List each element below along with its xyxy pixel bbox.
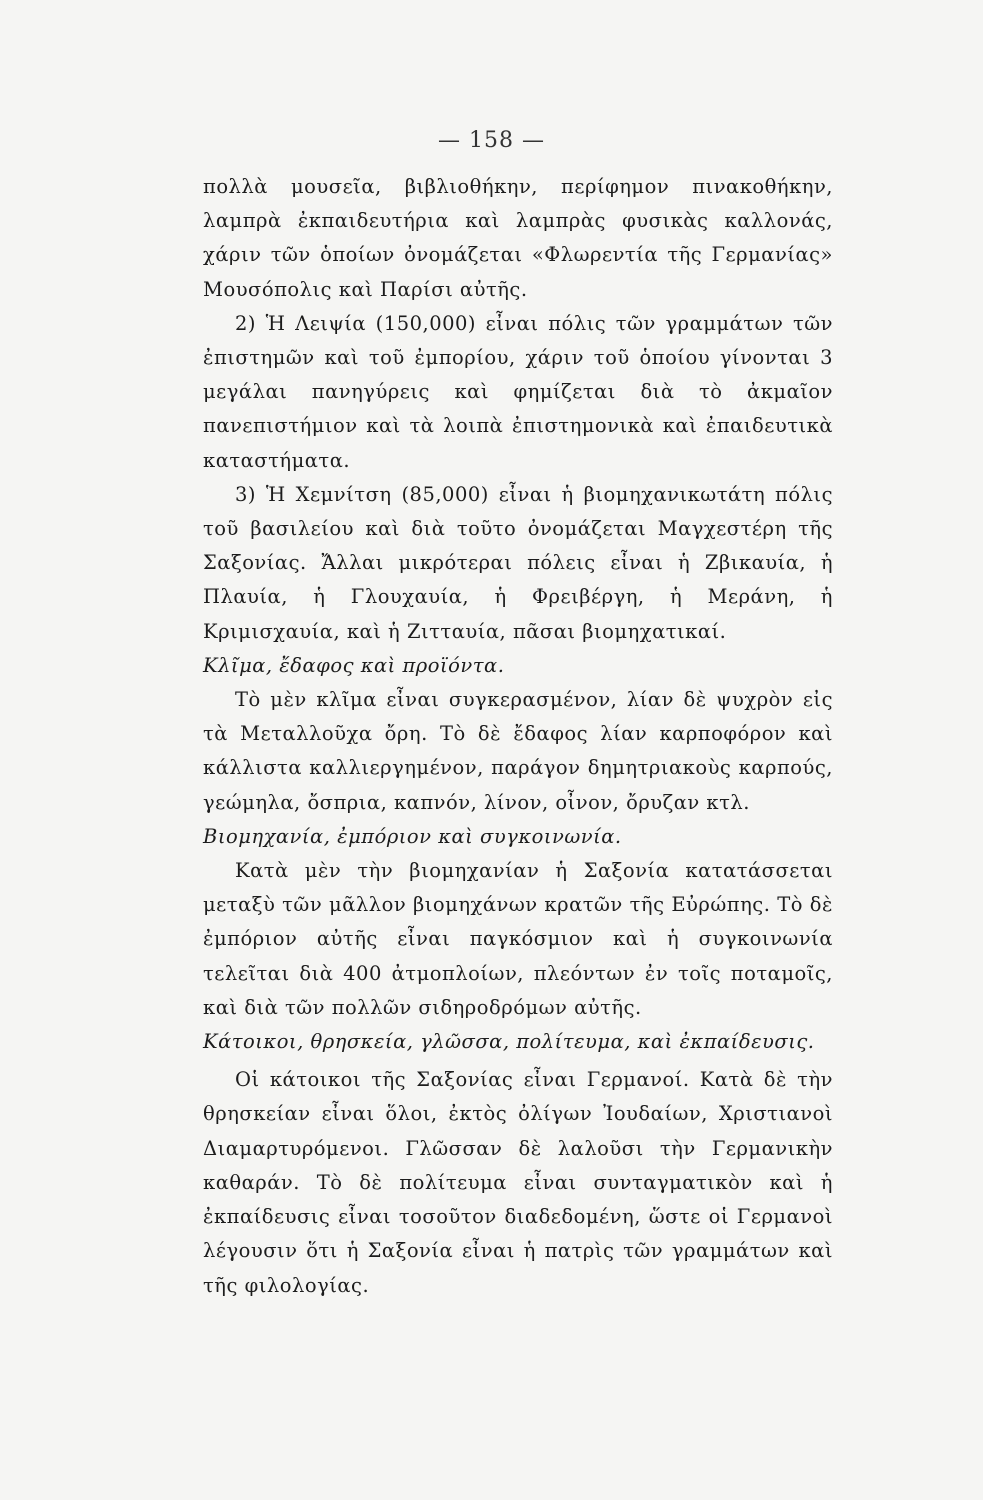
body-text [203,170,833,1303]
paragraph-leipzig: 2) Ἡ Λειψία (150,000) εἶναι πόλις τῶν γραμμάτων τῶν ἐπιστημῶν καὶ τοῦ ἐμπορίου, χάριν τοῦ ὁποίου γίνονται 3 μεγάλαι πανηγύρεις καὶ φημίζεται διὰ τὸ ἀκμαῖον πανεπιστήμιον καὶ τὰ λοιπὰ ἐπιστημονικὰ καὶ ἐπαιδευτικὰ καταστήματα. [203,311,833,472]
page-number: — 158 — [438,128,545,153]
paragraph-museums: πολλὰ μουσεῖα, βιβλιοθήκην, περίφημον πινακοθήκην, λαμπρὰ ἐκπαιδευτήρια καὶ λαμπρὰς φυσικὰς καλλονάς, χάριν τῶν ὁποίων ὀνομάζεται «Φλωρεντία τῆς Γερμανίας» Μουσόπολις καὶ Παρίσι αὐτῆς. [203,175,833,301]
heading-inhabitants: Κάτοικοι, θρησκεία, γλῶσσα, πολίτευμα, καὶ ἐκπαίδευσις. [203,1030,815,1054]
paragraph-climate: Τὸ μὲν κλῖμα εἶναι συγκερασμένον, λίαν δὲ ψυχρὸν εἰς τὰ Μεταλλοῦχα ὄρη. Τὸ δὲ ἔδαφος λίαν καρποφόρον καὶ κάλλιστα καλλιεργημένον, παράγον δημητριακοὺς καρπούς, γεώμηλα, ὄσπρια, καπνόν, λίνον, οἶνον, ὄρυζαν κτλ. [203,688,833,814]
heading-climate: Κλῖμα, ἔδαφος καὶ προϊόντα. [203,653,505,677]
paragraph-chemnitz: 3) Ἡ Χεμνίτση (85,000) εἶναι ἡ βιομηχανικωτάτη πόλις τοῦ βασιλείου καὶ διὰ τοῦτο ὀνομάζεται Μαγχεστέρη τῆς Σαξονίας. Ἄλλαι μικρότεραι πόλεις εἶναι ἡ Ζβικαυία, ἡ Πλαυία, ἡ Γλουχαυία, ἡ Φρειβέργη, ἡ Μεράνη, ἡ Κριμισχαυία, καὶ ἡ Ζιτταυία, πᾶσαι βιομηχατικαί. [203,482,833,643]
heading-industry: Βιομηχανία, ἐμπόριον καὶ συγκοινωνία. [203,824,622,848]
paragraph-inhabitants: Οἱ κάτοικοι τῆς Σαξονίας εἶναι Γερμανοί. Κατὰ δὲ τὴν θρησκείαν εἶναι ὅλοι, ἐκτὸς ὀλίγων Ἰουδαίων, Χριστιανοὶ Διαμαρτυρόμενοι. Γλῶσσαν δὲ λαλοῦσι τὴν Γερμανικὴν καθαράν. Τὸ δὲ πολίτευμα εἶναι συνταγματικὸν καὶ ἡ ἐκπαίδευσις εἶναι τοσοῦτον διαδεδομένη, ὥστε οἱ Γερμανοὶ λέγουσιν ὅτι ἡ Σαξονία εἶναι ἡ πατρὶς τῶν γραμμάτων καὶ τῆς φιλολογίας. [203,1068,833,1297]
paragraph-industry: Κατὰ μὲν τὴν βιομηχανίαν ἡ Σαξονία κατατάσσεται μεταξὺ τῶν μᾶλλον βιομηχάνων κρατῶν τῆς Εὐρώπης. Τὸ δὲ ἐμπόριον αὐτῆς εἶναι παγκόσμιον καὶ ἡ συγκοινωνία τελεῖται διὰ 400 ἀτμοπλοίων, πλεόντων ἐν τοῖς ποταμοῖς, καὶ διὰ τῶν πολλῶν σιδηροδρόμων αὐτῆς. [203,859,833,1019]
